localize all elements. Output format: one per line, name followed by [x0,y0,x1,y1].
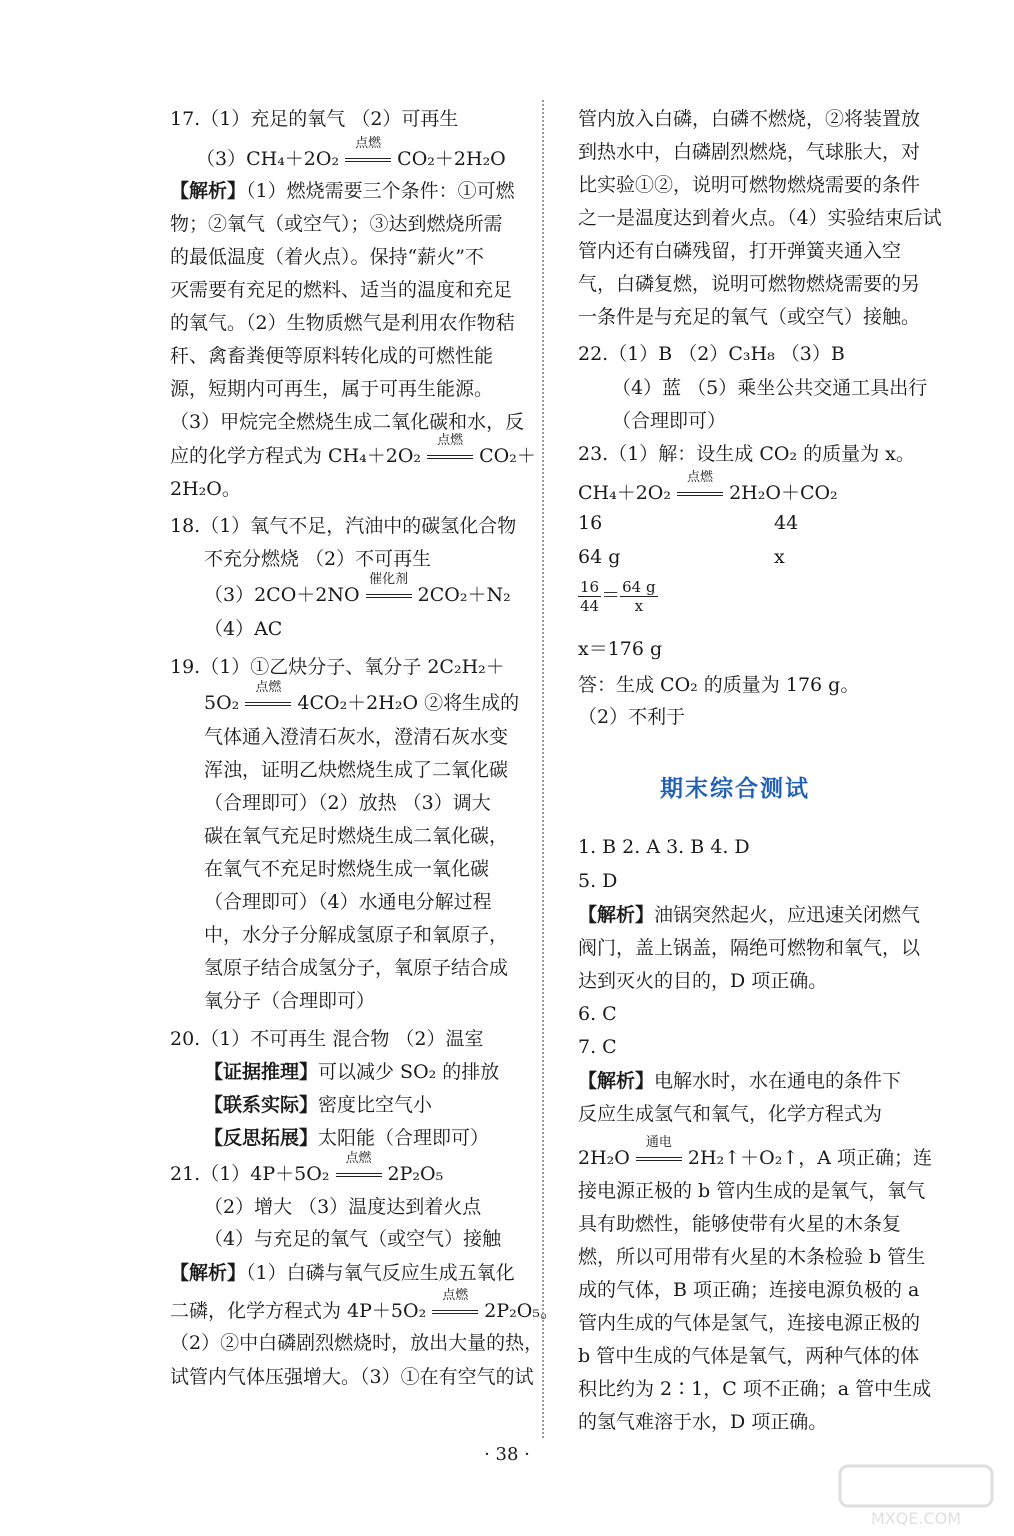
line-text: 气体通入澄清石灰水，澄清石灰水变 [204,726,509,748]
text-line [578,1244,925,1270]
text-line [578,271,920,297]
line-text: CO₂＋ [473,445,536,467]
line-text: x [774,546,785,568]
line-text: 之一是温度达到着火点。（4）实验结束后试 [578,207,942,229]
text-line [578,704,685,730]
line-text: 64 g [578,546,621,568]
line-text: 源，短期内可再生，属于可再生能源。 [170,378,494,400]
line-text: 5O₂ [204,692,246,714]
line-text: 2H₂↑＋O₂↑，A 项正确；连 [681,1147,932,1169]
text-line [578,470,838,506]
line-text: 答：生成 CO₂ 的质量为 176 g。 [578,674,860,696]
text-line [170,1026,483,1052]
text-line [578,1310,920,1336]
text-line [578,544,785,570]
line-text: （2）不利于 [578,706,686,728]
label-tag: 【解析】 [578,1070,655,1092]
line-text: 积比约为 2∶1，C 项不正确；a 管中生成 [578,1378,932,1400]
label-tag: 【解析】 [170,1262,247,1284]
text-line [170,277,512,303]
line-text: 23.（1）解：设生成 CO₂ 的质量为 x。 [578,443,915,465]
fraction: $\frac{16}{44}$ [580,578,600,615]
line-text: 到热水中，白磷剧烈燃烧，气球胀大，对 [578,141,921,163]
text-line [204,790,491,816]
text-line [204,572,511,608]
line-text: 比实验①②，说明可燃物燃烧需要的条件 [578,174,921,196]
text-line [578,238,901,264]
line-text: 2P₂O₅。 [478,1300,559,1322]
line-text: CH₄＋2O₂ [578,482,678,504]
line-text: 油锅突然起火，应迅速关闭燃气 [654,904,921,926]
line-text: 物；②氧气（或空气）；③达到燃烧所需 [170,213,503,235]
line-text: 达到灭火的目的，D 项正确。 [578,970,828,992]
line-text: （3）甲烷完全燃烧生成二氧化碳和水，反 [170,411,525,433]
line-text: 7. C [578,1036,617,1058]
text-line [170,244,484,270]
line-text: 44 [774,512,799,534]
text-line [170,433,536,469]
line-text: （4）与充足的氧气（或空气）接触 [204,1228,502,1250]
text-line [170,211,503,237]
line-text: 19.（1）①乙炔分子、氧分子 2C₂H₂＋ [170,656,505,678]
line-text: （合理即可）（4）水通电分解过程 [204,891,492,913]
text-line [204,922,508,948]
line-text: 管内生成的气体是氢气，连接电源正极的 [578,1312,921,1334]
text-line [578,1034,617,1060]
line-text: 试管内气体压强增大。（3）①在有空气的试 [170,1366,534,1388]
reaction-condition: 点燃 [432,1298,478,1324]
text-line [578,834,750,860]
label-tag: 【解析】 [170,180,247,202]
text-line [204,1092,432,1118]
text-line [578,902,920,928]
label-tag: 【联系实际】 [204,1094,319,1116]
reaction-condition: 催化剂 [366,582,412,608]
text-line [170,1364,534,1390]
line-text: （4）蓝 （5）乘坐公共交通工具出行 [612,377,928,399]
line-text: 成的气体，B 项正确；连接电源负极的 a [578,1279,920,1301]
line-text: 18.（1）氧气不足，汽油中的碳氢化合物 [170,515,517,537]
line-text: 管内放入白磷，白磷不燃烧，②将装置放 [578,108,921,130]
watermark-logo [836,1460,996,1530]
text-line [578,1001,617,1027]
text-line [170,1151,444,1187]
text-line [170,1288,559,1324]
text-line [204,856,489,882]
line-text: 6. C [578,1003,617,1025]
reaction-condition: 点燃 [345,146,391,172]
text-line [578,1178,925,1204]
text-line [578,968,827,994]
label-tag: 【证据推理】 [204,1061,319,1083]
line-text: 不充分燃烧 （2）不可再生 [204,548,432,570]
line-text: 具有助燃性，能够使带有火星的木条复 [578,1213,902,1235]
line-text: 2H₂O [578,1147,636,1169]
line-text: 秆、禽畜粪便等原料转化成的可燃性能 [170,345,494,367]
text-line [170,654,505,680]
line-text: 的最低温度（着火点）。保持“薪火”不 [170,246,484,268]
text-line [578,304,920,330]
reaction-condition: 点燃 [427,443,473,469]
text-line [578,1409,827,1435]
text-line [612,408,726,434]
fraction: $\frac{64 g}{x}$ [622,578,656,615]
line-text: 中，水分子分解成氢原子和氧原子， [204,924,509,946]
text-line [204,680,520,716]
line-text: 管内还有白磷残留，打开弹簧夹通入空 [578,240,902,262]
line-text: （1）白磷与氧气反应生成五氧化 [246,1262,515,1284]
line-text: 应的化学方程式为 CH₄＋2O₂ [170,445,428,467]
text-line [578,1277,919,1303]
line-text: 一条件是与充足的氧气（或空气）接触。 [578,306,921,328]
text-line [204,1194,481,1220]
text-line [578,341,845,367]
text-line [170,310,515,336]
text-line [204,988,375,1014]
reaction-condition: 通电 [636,1145,682,1171]
text-line [578,1211,901,1237]
text-line [170,376,493,402]
label-tag: 【反思拓展】 [204,1127,319,1149]
text-line [204,955,508,981]
text-line [578,1376,931,1402]
line-text: 太阳能（合理即可） [318,1127,490,1149]
line-text: （合理即可） [612,410,727,432]
line-text: 电解水时，水在通电的条件下 [654,1070,902,1092]
text-line [578,672,859,698]
line-text: 1. B 2. A 3. B 4. D [578,836,750,858]
line-text: 16 [578,512,603,534]
text-line [578,1343,919,1369]
section-title: 期末综合测试 [660,776,810,802]
line-text: 密度比空气小 [318,1094,433,1116]
line-text: 的氧气。（2）生物质燃气是利用农作物秸 [170,312,515,334]
line-text: 22.（1）B （2）C₃H₈ （3）B [578,343,845,365]
page-number: · 38 · [484,1444,530,1465]
text-line [170,513,516,539]
text-line [170,106,458,132]
text-line [578,441,915,467]
line-text: 2H₂O＋CO₂ [723,482,838,504]
reaction-condition: 点燃 [336,1161,382,1187]
text-line [170,1330,543,1356]
text-line [612,375,927,401]
line-text: 接电源正极的 b 管内生成的是氧气，氧气 [578,1180,926,1202]
line-text: 气，白磷复燃，说明可燃物燃烧需要的另 [578,273,921,295]
reaction-condition: 点燃 [245,690,291,716]
line-text: 燃，所以可用带有火星的木条检验 b 管生 [578,1246,926,1268]
text-line [578,106,920,132]
text-line [578,1101,882,1127]
watermark-text: MXQE.COM [870,1509,962,1528]
text-line [578,172,920,198]
text-line [170,343,493,369]
line-text: 反应生成氢气和氧气，化学方程式为 [578,1103,883,1125]
text-line [578,636,662,662]
line-text: 在氧气不充足时燃烧生成一氧化碳 [204,858,490,880]
text-line [170,178,515,204]
line-text: （3）CH₄＋2O₂ [196,148,346,170]
text-line [578,139,920,165]
line-text: （1）燃烧需要三个条件：①可燃 [246,180,515,202]
line-text: CO₂＋2H₂O [391,148,506,170]
line-text: 17.（1）充足的氧气 （2）可再生 [170,108,459,130]
text-line [578,935,920,961]
text-line [204,616,282,642]
line-text: 2P₂O₅ [381,1163,444,1185]
line-text: 2CO₂＋N₂ [411,584,511,606]
text-line [204,889,492,915]
line-text: 二磷，化学方程式为 4P＋5O₂ [170,1300,433,1322]
text-line [578,205,942,231]
line-text: （合理即可）（2）放热 （3）调大 [204,792,491,814]
text-line [578,868,617,894]
line-text: （3）2CO＋2NO [204,584,366,606]
text-line [170,476,241,502]
line-text: （2）②中白磷剧烈燃烧时，放出大量的热， [170,1332,544,1354]
line-text: 20.（1）不可再生 混合物 （2）温室 [170,1028,484,1050]
text-line [204,724,508,750]
line-text: 4CO₂＋2H₂O ②将生成的 [291,692,520,714]
column-divider [542,100,544,1438]
label-tag: 【解析】 [578,904,655,926]
line-text: 浑浊，证明乙炔燃烧生成了二氧化碳 [204,759,509,781]
reaction-condition: 点燃 [677,480,723,506]
line-text: 灭需要有充足的燃料、适当的温度和充足 [170,279,513,301]
line-text: 5. D [578,870,618,892]
line-text: b 管中生成的气体是氧气，两种气体的体 [578,1345,920,1367]
text-line [204,1226,501,1252]
text-line [196,136,506,172]
line-text: （2）增大 （3）温度达到着火点 [204,1196,482,1218]
text-line [204,823,508,849]
line-text: 碳在氧气充足时燃烧生成二氧化碳， [204,825,509,847]
line-text: 的氢气难溶于水，D 项正确。 [578,1411,828,1433]
text-line [578,510,799,536]
line-text: 氢原子结合成氢分子，氧原子结合成 [204,957,509,979]
text-line: $\frac{16}{44}$ ＝ $\frac{64 g}{x}$ [580,578,656,615]
text-line [204,1059,499,1085]
line-text: x＝176 g [578,638,663,660]
line-text: 可以减少 SO₂ 的排放 [318,1061,500,1083]
line-text: 阀门，盖上锅盖，隔绝可燃物和氧气，以 [578,937,921,959]
line-text: 氧分子（合理即可） [204,990,376,1012]
line-text: 21.（1）4P＋5O₂ [170,1163,336,1185]
line-text: （4）AC [204,618,283,640]
text-line [204,757,508,783]
line-text: 2H₂O。 [170,478,241,500]
text-line [578,1068,901,1094]
text-line [578,1135,932,1171]
